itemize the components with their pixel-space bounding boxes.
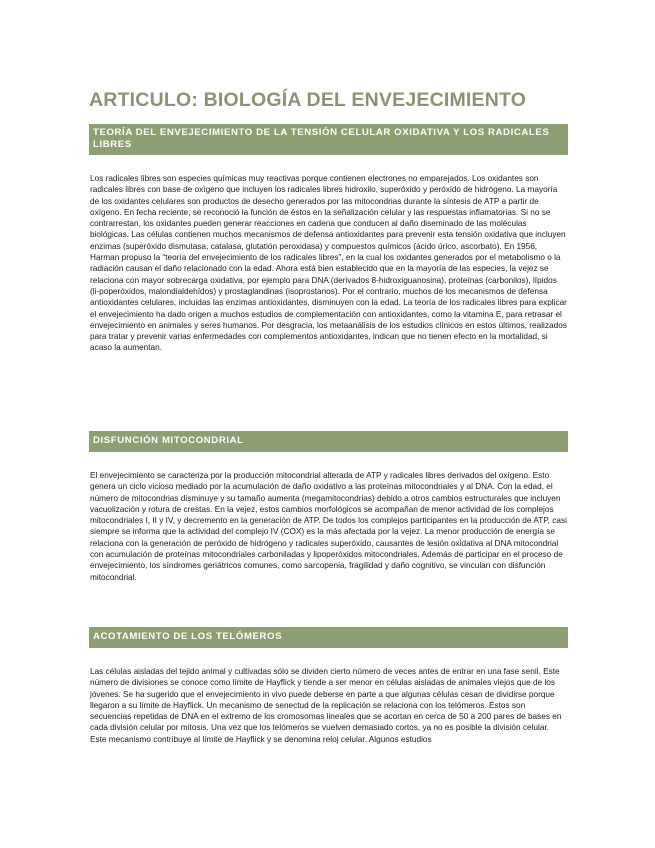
section-body: El envejecimiento se caracteriza por la producción mitocondrial alterada de ATP y radicales libres derivados del oxígeno. Esto genera un ciclo vicioso mediado por la acumulación de daño oxidativo a las proteínas mitocondriales y al DNA. Con la edad, el número de mitocondrias disminuye y su tamaño aumenta (megamitocondrias) debido a otros cambios estructurales que incluyen vacuolización y rotura de crestas. En la vejez, estos cambios morfológicos se acompañan de menor actividad de los complejos mitocondriales I, II y IV, y decremento en la generación de ATP. De todos los complejos participantes en la producción de ATP, casi siempre se informa que la actividad del complejo IV (COX) es la más afectada por la vejez. La menor producción de energía se relaciona con la generación de peróxido de hidrógeno y radicales superóxido, causantes de lesión oxidativa al DNA mitocondrial con acumulación de proteínas mitocondriales carboniladas y lipoperóxidos mitocondriales. Además de participar en el proceso de envejecimiento, los síndromes geriátricos comunes, como sarcopenia, fragilidad y daño cognitivo, se vinculan con disfunción mitocondrial. [90, 471, 567, 582]
section-body: Los radicales libres son especies químicas muy reactivas porque contienen electrones no emparejados. Los oxidantes son radicales libres con base de oxígeno que incluyen los radicales libres hidroxilo, superóxido y peróxido de hidrógeno. La mayoría de los oxidantes celulares son productos de desecho generados por las mitocondrias durante la síntesis de ATP a partir de oxígeno. En fecha reciente, se reconoció la función de éstos en la señalización celular y las respuestas inflamatorias. Si no se contrarrestan, los oxidantes pueden generar reacciones en cadena que conducen al daño diseminado de las moléculas biológicas. Las células contienen muchos mecanismos de defensa antioxidantes para prevenir esta tensión oxidativa que incluyen enzimas (superóxido dismutasa, catalasa, glutatión peroxidasa) y compuestos químicos (ácido úrico, ascorbato). En 1956, Harman propuso la “teoría del envejecimiento de los radicales libres”, en la cual los oxidantes generados por el metabolismo o la radiación causan el daño relacionado con la edad. Ahora está bien establecido que en la mayoría de las especies, la vejez se relaciona con mayor sobrecarga oxidativa, por ejemplo para DNA (derivados 8-hidroxiguanosina), proteínas (carbonilos), lípidos (li-poperóxidos, malondialdehídos) y prostaglandinas (isoprostanos). Por el contrario, muchos de los mecanismos de defensa antioxidantes celulares, incluidas las enzimas antioxidantes, disminuyen con la edad. La teoría de los radicales libres para explicar el envejecimiento ha dado origen a muchos estudios de complementación con antioxidantes, como la vitamina E, para retrasar el envejecimiento en animales y seres humanos. Por desgracia, los metaanálisis de los estudios clínicos en estos últimos, realizados para tratar y prevenir varias enfermedades con complementos antioxidantes, indican que no tienen efecto en la mortalidad, si acaso la aumentan. [90, 174, 567, 353]
document-page [89, 88, 568, 744]
section-heading: ACOTAMIENTO DE LOS TELÓMEROS [89, 627, 568, 648]
section-oxidative-stress [89, 124, 568, 354]
section-telomere-shortening [89, 627, 568, 745]
section-heading: TEORÍA DEL ENVEJECIMIENTO DE LA TENSIÓN CELULAR OXIDATIVA Y LOS RADICALES LIBRES [89, 124, 568, 155]
document-title: ARTICULO: BIOLOGÍA DEL ENVEJECIMIENTO [89, 89, 527, 111]
section-mitochondrial-dysfunction [89, 431, 568, 583]
section-body: Las células aisladas del tejido animal y cultivadas sólo se dividen cierto número de veces antes de entrar en una fase senil. Este número de divisiones se conoce como límite de Hayflick y tiende a ser menor en células aisladas de animales viejos que de los jóvenes. Se ha sugerido que el envejecimiento in vivo puede deberse en parte a que algunas células cesan de dividirse porque llegaron a su límite de Hayflick. Un mecanismo de senectud de la replicación se relaciona con los telómeros. Éstos son secuencias repetidas de DNA en el extremo de los cromosomas lineales que se acortan en cerca de 50 a 200 pares de bases en cada división celular por mitosis. Una vez que los telómeros se vuelven demasiado cortos, ya no es posible la división celular. Este mecanismo contribuye al límite de Hayflick y se denomina reloj celular. Algunos estudios [90, 667, 562, 744]
section-heading: DISFUNCIÓN MITOCONDRIAL [89, 431, 568, 452]
